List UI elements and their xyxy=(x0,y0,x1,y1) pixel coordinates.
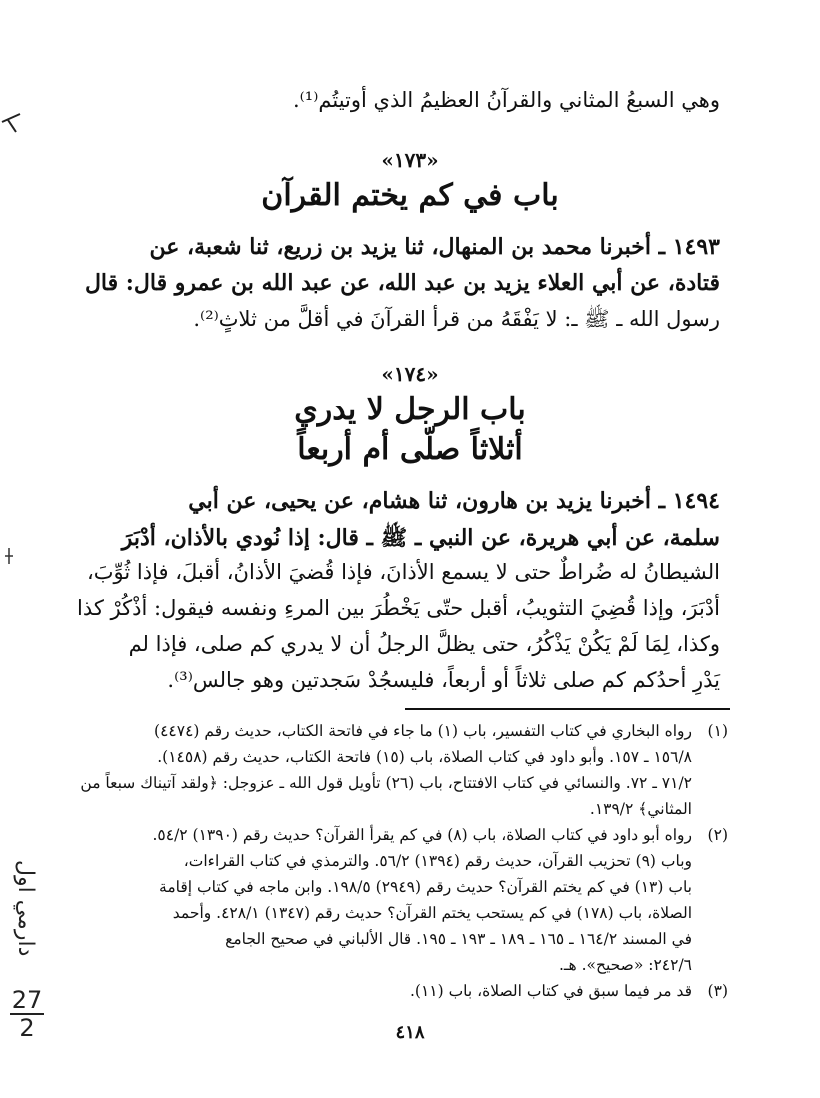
top-line: وهي السبعُ المثاني والقرآنُ العظيمُ الذي أوتيتُم⁽¹⁾. xyxy=(292,88,720,112)
chapter-174-title-line-2: أثلاثاً صلّى أم أربعاً xyxy=(297,432,523,467)
chapter-174-title-line-1: باب الرجل لا يدري xyxy=(294,392,526,427)
footnote-2-number: (٢) xyxy=(707,826,728,844)
hadith-1494-line-3: الشيطانُ له ضُراطٌ حتى لا يسمع الأذانَ، فإذا قُضيَ الأذانُ، أقبلَ، فإذا ثُوِّبَ، xyxy=(86,560,720,584)
margin-handwritten-fraction xyxy=(10,988,44,1040)
hadith-1493-line-2: قتادة، عن أبي العلاء يزيد بن عبد الله، عن عبد الله بن عمرو قال: قال xyxy=(84,270,720,296)
footnote-1-number: (١) xyxy=(707,722,728,740)
page-number: ٤١٨ xyxy=(395,1022,425,1043)
hadith-1494-line-4: أدْبَرَ، وإذا قُضِيَ التثويبُ، أقبل حتّى يَخْطُرَ بين المرءِ ونفسه فيقول: أذْكُرْ كذا xyxy=(77,596,720,620)
footnote-2-line-5: في المسند ١٦٤/٢ ـ ١٦٥ ـ ١٨٩ ـ ١٩٣ ـ ١٩٥. قال الألباني في صحيح الجامع xyxy=(225,930,692,948)
footnote-1-line-2: ١٥٦/٨ ـ ١٥٧. وأبو داود في كتاب الصلاة، باب (١٥) فاتحة الكتاب، حديث رقم (١٤٥٨). xyxy=(157,748,692,766)
fraction-numerator: 27 xyxy=(11,986,43,1014)
hadith-1494-line-5: وكذا، لِمَا لَمْ يَكُنْ يَذْكُرُ، حتى يظلَّ الرجلُ أن لا يدري كم صلى، فإذا لم xyxy=(128,632,720,656)
hadith-1493-line-1: ١٤٩٣ ـ أخبرنا محمد بن المنهال، ثنا يزيد بن زريع، ثنا شعبة، عن xyxy=(149,234,720,260)
margin-handwritten-note: دارمي اول xyxy=(13,860,38,957)
fraction-denominator: 2 xyxy=(19,1014,35,1042)
hadith-1494-line-6: يَدْرِ أحدُكم كم صلى ثلاثاً أو أربعاً، فليسجُدْ سَجدتين وهو جالس⁽³⁾. xyxy=(167,668,720,692)
hadith-1494-line-2: سلمة، عن أبي هريرة، عن النبي ـ ﷺ ـ قال: إذا نُودي بالأذان، أدْبَرَ xyxy=(121,525,720,551)
chapter-173-number: «١٧٣» xyxy=(381,148,439,172)
footnote-3-line-1: قد مر فيما سبق في كتاب الصلاة، باب (١١). xyxy=(409,982,692,1000)
footnote-1-line-1: رواه البخاري في كتاب التفسير، باب (١) ما جاء في فاتحة الكتاب، حديث رقم (٤٤٧٤) xyxy=(154,722,692,740)
footnote-1-line-4: المثاني﴾ ١٣٩/٢. xyxy=(589,800,692,818)
margin-dot-mark-icon xyxy=(2,546,16,566)
footnote-3-number: (٣) xyxy=(707,982,728,1000)
footnote-2-line-2: وباب (٩) تحزيب القرآن، حديث رقم (١٣٩٤) ٥٦/٢. والترمذي في كتاب القراءات، xyxy=(183,852,692,870)
margin-tick-mark-icon xyxy=(0,108,24,136)
hadith-1494-line-1: ١٤٩٤ ـ أخبرنا يزيد بن هارون، ثنا هشام، عن يحيى، عن أبي xyxy=(188,488,720,514)
footnote-separator xyxy=(405,708,730,710)
footnote-1-line-3: ٧١/٢ ـ ٧٢. والنسائي في كتاب الافتتاح، باب (٢٦) تأويل قول الله ـ عزوجل: ﴿ولقد آتيناك سبعاً من xyxy=(80,774,692,792)
chapter-174-number: «١٧٤» xyxy=(381,362,439,386)
chapter-173-title: باب في كم يختم القرآن xyxy=(261,178,559,213)
footnote-2-line-1: رواه أبو داود في كتاب الصلاة، باب (٨) في كم يقرأ القرآن؟ حديث رقم (١٣٩٠) ٥٤/٢. xyxy=(152,826,692,844)
footnote-2-line-3: باب (١٣) في كم يختم القرآن؟ حديث رقم (٢٩٤٩) ١٩٨/٥. وابن ماجه في كتاب إقامة xyxy=(159,878,692,896)
footnote-2-line-4: الصلاة، باب (١٧٨) في كم يستحب يختم القرآن؟ حديث رقم (١٣٤٧) ٤٢٨/١. وأحمد xyxy=(172,904,692,922)
hadith-1493-line-3: رسول الله ـ ﷺ ـ: لا يَفْقَهُ من قرأ القرآنَ في أقلَّ من ثلاثٍ⁽²⁾. xyxy=(193,307,720,331)
footnote-2-line-6: ٢٤٢/٦: «صحيح». هـ. xyxy=(559,956,692,974)
